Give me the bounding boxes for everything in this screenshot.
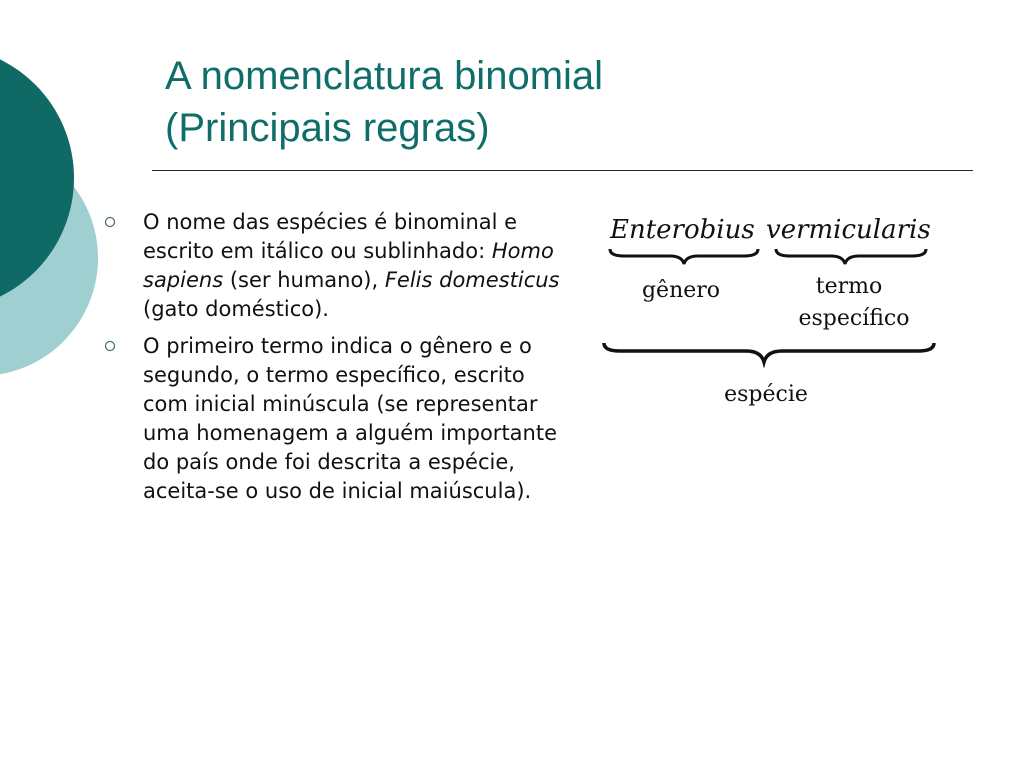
bullet-1-text-b: (ser humano), xyxy=(223,268,385,292)
bullet-1-text-c: (gato doméstico). xyxy=(143,297,329,321)
bullet-item-2 xyxy=(100,332,560,506)
title-divider xyxy=(152,170,973,171)
genus-brace xyxy=(610,249,758,264)
bullet-2-text: O primeiro termo indica o gênero e o segundo, o termo específico, escrito com inicial minúscula (se representar uma homenagem a alguém importante do país onde foi descrita a espécie, aceita-se o uso de inicial maiúscula). xyxy=(143,334,558,503)
specific-term-label-line-1: termo xyxy=(815,274,883,299)
slide-title xyxy=(165,50,965,154)
species-label: espécie xyxy=(724,382,808,407)
bullet-1-text-a: O nome das espécies é binominal e escrito em itálico ou sublinhado: xyxy=(143,210,518,263)
bullet-item-1 xyxy=(100,208,560,324)
example-homo-sapiens: Homo sapiens xyxy=(143,239,554,292)
bullet-circle-icon xyxy=(105,341,115,351)
species-name: vermicularis xyxy=(766,215,931,245)
bullet-list xyxy=(100,208,560,514)
specific-term-label-line-2: específico xyxy=(798,306,910,331)
genus-name: Enterobius xyxy=(610,215,755,245)
specific-term-brace xyxy=(776,249,926,264)
binomial-diagram xyxy=(596,198,941,423)
example-felis-domesticus: Felis domesticus xyxy=(384,268,560,292)
species-brace xyxy=(604,343,934,362)
title-line-2: (Principais regras) xyxy=(165,106,490,150)
title-line-1: A nomenclatura binomial xyxy=(165,54,604,98)
binomial-diagram-svg xyxy=(596,198,941,423)
bullet-circle-icon xyxy=(105,217,115,227)
genus-label: gênero xyxy=(641,278,721,303)
